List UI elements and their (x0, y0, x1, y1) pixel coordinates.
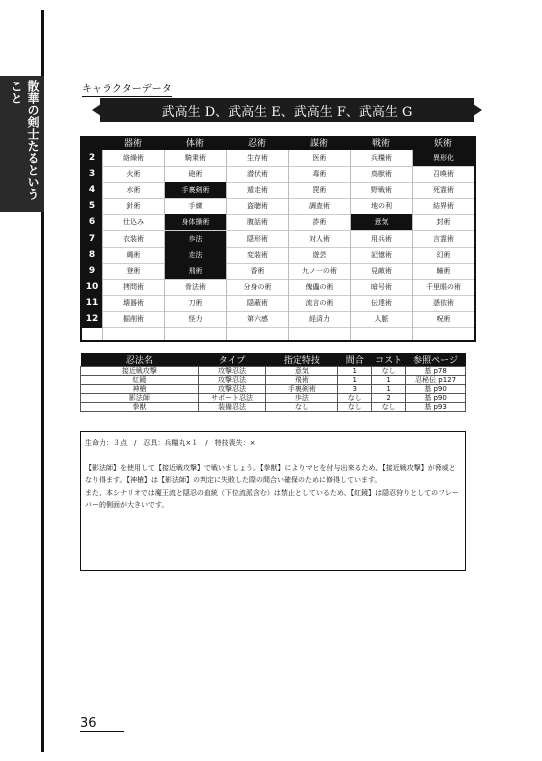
skill-blank-cell (412, 327, 474, 340)
ninpo-cell: 攻撃忍法 (198, 376, 266, 385)
skill-cell: 毒術 (288, 166, 350, 183)
chapter-side-tab-text: 散華の剣士たるということ (9, 80, 40, 200)
skill-grid-row (82, 150, 474, 167)
ninpo-cell: 歩法 (266, 394, 338, 403)
skill-cell: 衣装術 (102, 231, 164, 248)
skill-cell: 掘削術 (102, 311, 164, 328)
skill-cell: 盗聴術 (226, 198, 288, 215)
skill-cell: 刀術 (164, 295, 226, 312)
character-banner: 武高生 D、武高生 E、武高生 F、武高生 G (100, 98, 474, 122)
ninpo-row (81, 376, 466, 385)
skill-column-header: 忍術 (247, 139, 266, 149)
skill-grid-row (82, 247, 474, 264)
ninpo-row (81, 385, 466, 394)
skill-cell: 召喚術 (412, 166, 474, 183)
ninpo-header: コスト (372, 353, 406, 367)
skill-column-header: 戦術 (371, 139, 390, 149)
skill-cell: 潜伏術 (226, 166, 288, 183)
ninpo-header: 間合 (338, 353, 372, 367)
skill-blank-cell (164, 327, 226, 340)
skill-grid-row (82, 231, 474, 248)
skill-cell: 傀儡の術 (288, 279, 350, 296)
skill-cell: 拷問術 (102, 279, 164, 296)
skill-grid (80, 136, 476, 342)
ninpo-cell: 基 p90 (406, 385, 466, 394)
ninpo-cell: なし (338, 403, 372, 412)
skill-cell: 火術 (102, 166, 164, 183)
skill-cell: 隠形術 (226, 231, 288, 248)
skill-cell: 人脈 (350, 311, 412, 328)
skill-cell: 罠術 (288, 182, 350, 199)
skill-blank-cell (288, 327, 350, 340)
ninpo-cell: 2 (372, 394, 406, 403)
ninpo-cell: 忍秘伝 p127 (406, 376, 466, 385)
skill-row-number: 12 (82, 311, 102, 328)
skill-cell: 手練 (164, 198, 226, 215)
ninpo-cell: 基 p90 (406, 394, 466, 403)
ninpo-cell: 攻撃忍法 (198, 385, 266, 394)
ninpo-cell: 影法師 (81, 394, 199, 403)
skill-cell: 生存術 (226, 150, 288, 167)
skill-cell: 伝達術 (350, 295, 412, 312)
ninpo-header: 指定特技 (266, 353, 338, 367)
skill-cell: 千里眼の術 (412, 279, 474, 296)
skill-grid-row (82, 214, 474, 231)
skill-cell: 隠蔽術 (226, 295, 288, 312)
skill-cell: 縄術 (102, 247, 164, 264)
ninpo-cell: 1 (372, 376, 406, 385)
skill-row-number: 11 (82, 295, 102, 312)
skill-cell: 記憶術 (350, 247, 412, 264)
skill-blank-cell (102, 327, 164, 340)
ninpo-header-row (81, 353, 466, 367)
skill-cell: 経済力 (288, 311, 350, 328)
skill-cell: 呪術 (412, 311, 474, 328)
skill-grid-row (82, 198, 474, 215)
skill-cell: 手裏剣術 (164, 182, 226, 199)
skill-cell: 死霊術 (412, 182, 474, 199)
skill-cell: 医術 (288, 150, 350, 167)
ninpo-header: 参照ページ (406, 353, 466, 367)
character-stats: 生命力：３点 / 忍具：兵糧丸×１ / 特技喪失：× (85, 439, 256, 447)
skill-cell: 腹話術 (226, 214, 288, 231)
skill-cell: 鳥獣術 (350, 166, 412, 183)
skill-cell: 身体操術 (164, 214, 226, 231)
skill-cell: 地の利 (350, 198, 412, 215)
skill-cell: 分身の術 (226, 279, 288, 296)
skill-cell: 兵糧術 (350, 150, 412, 167)
skill-row-number: 9 (82, 263, 102, 280)
ninpo-cell: 飛術 (266, 376, 338, 385)
skill-row-number: 10 (82, 279, 102, 296)
ninpo-cell: 装備忍法 (198, 403, 266, 412)
skill-cell: 飛術 (164, 263, 226, 280)
skill-blank-cell (350, 327, 412, 340)
ninpo-cell: 1 (338, 367, 372, 376)
skill-cell: 仕込み (102, 214, 164, 231)
banner-right-arrow (470, 102, 482, 118)
skill-cell: 騎乗術 (164, 150, 226, 167)
skill-cell: 意気 (350, 214, 412, 231)
ninpo-cell: なし (266, 403, 338, 412)
skill-column-header: 器術 (123, 139, 142, 149)
skill-grid-row (82, 279, 474, 296)
skill-cell: 香術 (226, 263, 288, 280)
ninpo-cell: 攻撃忍法 (198, 367, 266, 376)
skill-cell: 第六感 (226, 311, 288, 328)
skill-cell: 異形化 (412, 150, 474, 167)
ninpo-header: タイプ (198, 353, 266, 367)
skill-cell: 遁走術 (226, 182, 288, 199)
skill-cell: 封術 (412, 214, 474, 231)
skill-cell: 骨法術 (164, 279, 226, 296)
skill-cell: 暗号術 (350, 279, 412, 296)
ninpo-cell: 紅鏡 (81, 376, 199, 385)
ninpo-cell: 拳獣 (81, 403, 199, 412)
ninpo-cell: サポート忍法 (198, 394, 266, 403)
skill-grid-corner (82, 138, 102, 150)
skill-cell: 登術 (102, 263, 164, 280)
section-label: キャラクターデータ (82, 80, 172, 97)
ninpo-row (81, 367, 466, 376)
skill-row-number: 5 (82, 198, 102, 215)
skill-cell: 絡繰術 (102, 150, 164, 167)
ninpo-cell: なし (372, 367, 406, 376)
skill-cell: 調査術 (288, 198, 350, 215)
ninpo-cell: 意気 (266, 367, 338, 376)
skill-row-number: 2 (82, 150, 102, 167)
ninpo-cell: なし (338, 394, 372, 403)
skill-cell: 針術 (102, 198, 164, 215)
skill-cell: 言霊術 (412, 231, 474, 248)
skill-cell: 詐術 (288, 214, 350, 231)
skill-grid-row (82, 311, 474, 328)
ninpo-cell: 1 (338, 376, 372, 385)
strategy-paragraph: 【影法師】を使用して【接近戦攻撃】で戦いましょう。【拳獣】によりマヒを付与出来るため、【接近戦攻撃】が脅威となり得ます。【神槍】は【影法師】の判定に失敗した際の間合い確保のために修得しています。 (85, 463, 456, 484)
skill-cell: 水術 (102, 182, 164, 199)
skill-cell: 流言の術 (288, 295, 350, 312)
skill-grid-blank-row (102, 327, 474, 340)
skill-row-number: 7 (82, 231, 102, 248)
skill-cell: 対人術 (288, 231, 350, 248)
ninpo-table (80, 353, 466, 412)
skill-column-header: 謀術 (309, 139, 328, 149)
skill-cell: 見敵術 (350, 263, 412, 280)
ninpo-cell: 基 p78 (406, 367, 466, 376)
strategy-paragraph: また、本シナリオでは魔王流と隠忍の血統（下位流派含む）は禁止としているため、【紅鏡】は隠忍狩りとしてのフレーバー的側面が大きいです。 (85, 488, 459, 509)
page-number-rule (80, 731, 124, 732)
skill-cell: 走法 (164, 247, 226, 264)
skill-column-header: 妖術 (433, 139, 452, 149)
skill-cell: 歩法 (164, 231, 226, 248)
skill-cell: 結界術 (412, 198, 474, 215)
skill-cell: 幻術 (412, 247, 474, 264)
ninpo-cell: 手裏剣術 (266, 385, 338, 394)
skill-cell: 憑依術 (412, 295, 474, 312)
skill-cell: 変装術 (226, 247, 288, 264)
ninpo-cell: 神槍 (81, 385, 199, 394)
skill-column-header: 体術 (185, 139, 204, 149)
page-number: 36 (80, 716, 97, 731)
skill-row-number: 3 (82, 166, 102, 183)
skill-cell: 遊芸 (288, 247, 350, 264)
skill-cell: 砲術 (164, 166, 226, 183)
skill-blank-cell (226, 327, 288, 340)
character-info-box (80, 431, 466, 571)
ninpo-cell: なし (372, 403, 406, 412)
skill-cell: 怪力 (164, 311, 226, 328)
ninpo-table-body (81, 367, 466, 412)
ninpo-cell: 3 (338, 385, 372, 394)
skill-row-number: 8 (82, 247, 102, 264)
skill-grid-header (82, 138, 474, 150)
skill-cell: 瞳術 (412, 263, 474, 280)
skill-cell: 野戦術 (350, 182, 412, 199)
skill-cell: 用兵術 (350, 231, 412, 248)
skill-grid-row (82, 263, 474, 280)
ninpo-cell: 基 p93 (406, 403, 466, 412)
ninpo-cell: 1 (372, 385, 406, 394)
ninpo-header: 忍法名 (81, 353, 199, 367)
skill-grid-row (82, 166, 474, 183)
skill-row-number: 4 (82, 182, 102, 199)
skill-grid-row (82, 182, 474, 199)
skill-cell: 壊器術 (102, 295, 164, 312)
skill-grid-row (82, 295, 474, 312)
ninpo-row (81, 403, 466, 412)
skill-row-number: 6 (82, 214, 102, 231)
ninpo-cell: 接近戦攻撃 (81, 367, 199, 376)
skill-cell: 九ノ一の術 (288, 263, 350, 280)
ninpo-row (81, 394, 466, 403)
